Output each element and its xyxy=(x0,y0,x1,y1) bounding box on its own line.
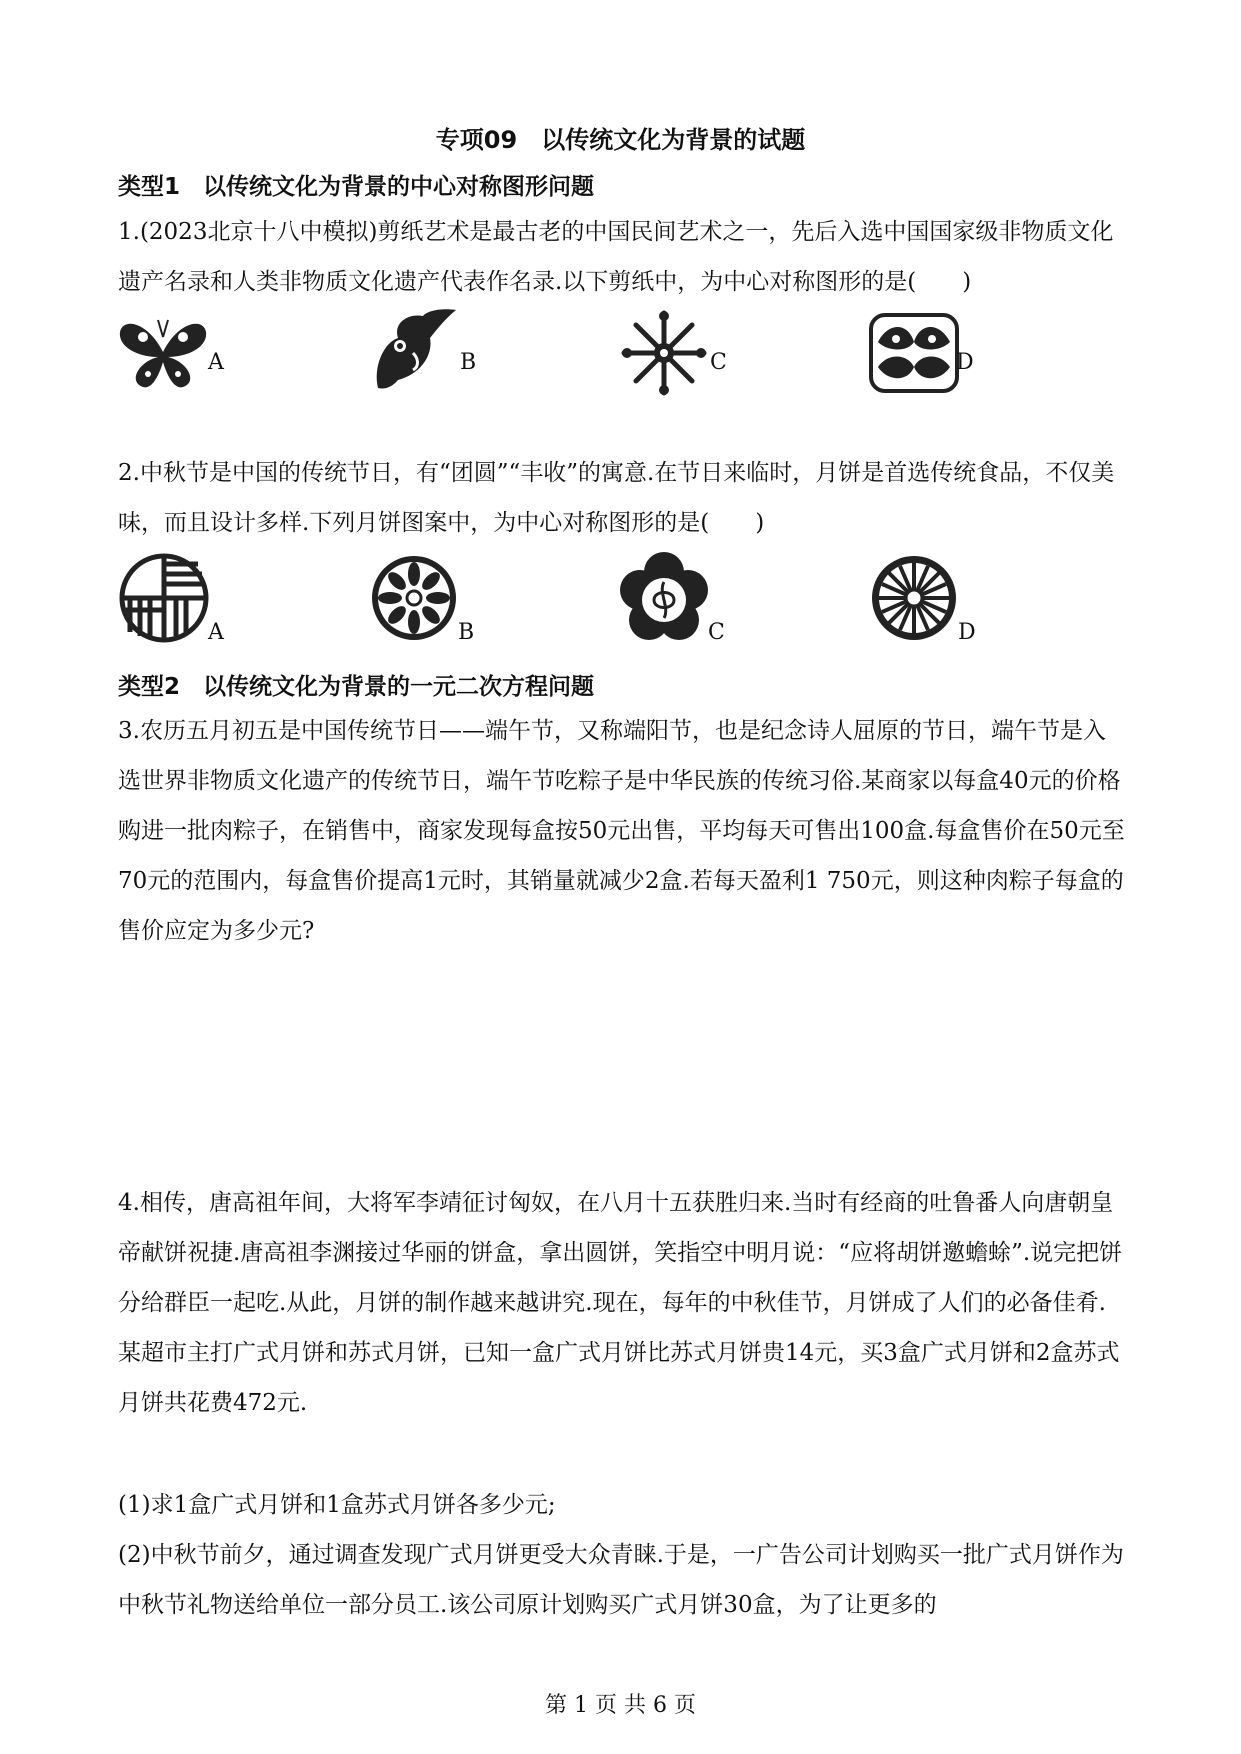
q1-option-c xyxy=(618,308,748,408)
question-1-text: 1.(2023北京十八中模拟)剪纸艺术是最古老的中国民间艺术之一，先后入选中国国家级非物质文化遗产名录和人类非物质文化遗产代表作名录.以下剪纸中，为中心对称图形的是( ) xyxy=(118,219,1114,295)
question-4-part-1: (1)求1盒广式月饼和1盒苏式月饼各多少元; xyxy=(118,1492,556,1518)
q1-option-b xyxy=(368,308,498,408)
q2-option-d-letter: D xyxy=(958,620,976,645)
q1-option-a-letter: A xyxy=(208,350,224,375)
type1-heading: 类型1 以传统文化为背景的中心对称图形问题 xyxy=(118,174,595,200)
question-3-text: 3.农历五月初五是中国传统节日——端午节，又称端阳节，也是纪念诗人屈原的节日，端午节是入选世界非物质文化遗产的传统节日，端午节吃粽子是中华民族的传统习俗.某商家以每盒40元的价格购进一批肉粽子，在销售中，商家发现每盒按50元出售，平均每天可售出100盒.每盒售价在50元至70元的范围内，每盒售价提高1元时，其销量就减少2盒.若每天盈利1 750元，则这种肉粽子每盒的售价应定为多少元? xyxy=(118,718,1125,944)
snowflake-papercut-icon xyxy=(618,308,710,398)
mooncake-wheel-icon xyxy=(868,552,960,644)
q2-option-a-letter: A xyxy=(208,620,224,645)
q1-option-a xyxy=(118,312,248,412)
page-footer: 第 1 页 共 6 页 xyxy=(545,1693,696,1718)
mooncake-plum-icon xyxy=(618,552,710,644)
q2-option-d xyxy=(868,552,998,652)
q2-option-c xyxy=(618,552,748,652)
mooncake-lines-icon xyxy=(118,552,210,644)
page-title: 专项09 以传统文化为背景的试题 xyxy=(435,126,806,154)
butterfly-papercut-icon xyxy=(118,312,208,392)
type2-heading: 类型2 以传统文化为背景的一元二次方程问题 xyxy=(118,674,595,700)
question-4-part-2: (2)中秋节前夕，通过调查发现广式月饼更受大众青睐.于是，一广告公司计划购买一批广式月饼作为中秋节礼物送给单位一部分员工.该公司原计划购买广式月饼30盒，为了让更多的 xyxy=(118,1542,1124,1618)
mooncake-flower-icon xyxy=(368,552,460,644)
question-4-text: 4.相传，唐高祖年间，大将军李靖征讨匈奴，在八月十五获胜归来.当时有经商的吐鲁番人向唐朝皇帝献饼祝捷.唐高祖李渊接过华丽的饼盒，拿出圆饼，笑指空中明月说：“应将胡饼邀蟾蜍”.说完把饼分给群臣一起吃.从此，月饼的制作越来越讲究.现在，每年的中秋佳节，月饼成了人们的必备佳肴.某超市主打广式月饼和苏式月饼，已知一盒广式月饼比苏式月饼贵14元，买3盒广式月饼和2盒苏式月饼共花费472元. xyxy=(118,1190,1123,1416)
q1-option-d xyxy=(868,312,998,412)
q2-option-c-letter: C xyxy=(708,620,725,645)
q2-option-a xyxy=(118,552,248,652)
fish-papercut-icon xyxy=(868,312,960,394)
q1-option-b-letter: B xyxy=(460,350,477,375)
question-2-text: 2.中秋节是中国的传统节日，有“团圆”“丰收”的寓意.在节日来临时，月饼是首选传统食品，不仅美味，而且设计多样.下列月饼图案中，为中心对称图形的是( ) xyxy=(118,460,1115,536)
q1-option-c-letter: C xyxy=(710,350,727,375)
q2-option-b xyxy=(368,552,498,652)
swallow-papercut-icon xyxy=(368,308,458,398)
q1-option-d-letter: D xyxy=(956,350,974,375)
q2-option-b-letter: B xyxy=(458,620,475,645)
